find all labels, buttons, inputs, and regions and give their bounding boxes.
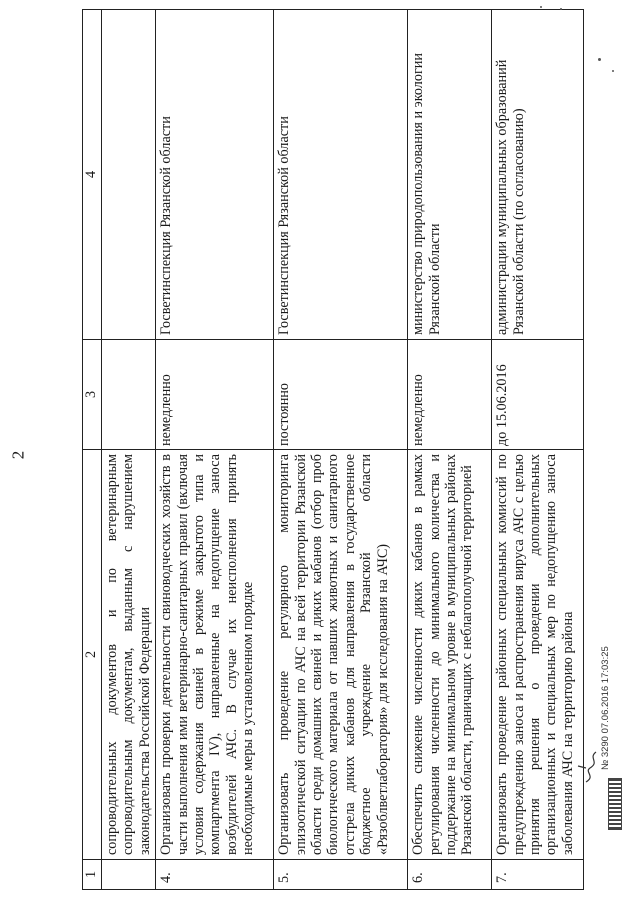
scan-speck: [612, 70, 614, 72]
document-table-frame: [82, 10, 582, 890]
row-deadline: немедленно: [408, 340, 492, 450]
row-task: Организовать проверки деятельности свиноводческих хозяйств в части выполнения ими ветеринарно-санитарных правил (включая условия содержания свиней в режиме закрытого типа и компартмента IV), направленные на недопущение заноса возбудителей АЧС. В случае их неисполнения принять необходимые меры в установленном порядке: [156, 450, 274, 860]
scan-speck: [598, 58, 601, 61]
row-number: 7.: [492, 860, 584, 890]
row-task: Обеспечить снижение численности диких кабанов в рамках регулирования численности до минимального количества и поддержание на минимальном уровне в муниципальных районах Рязанской области, граничащих с неблагополучной территорией: [408, 450, 492, 860]
row-task: сопроводительных документов и по ветеринарным сопроводительным документам, выданным с нарушением законодательства Российской Федерации: [102, 450, 156, 860]
row-responsible: министерство природопользования и экологии Рязанской области: [408, 10, 492, 340]
rotated-content: [82, 10, 582, 890]
table-row: [274, 10, 408, 890]
table-row: [156, 10, 274, 890]
row-responsible: [102, 10, 156, 340]
row-number: 4.: [156, 860, 274, 890]
scan-speck: [560, 8, 562, 10]
row-deadline: до 15.06.2016: [492, 340, 584, 450]
header-cell: 4: [83, 10, 102, 340]
header-cell: 1: [83, 860, 102, 890]
page-number: 2: [8, 450, 28, 460]
row-deadline: немедленно: [156, 340, 274, 450]
row-number: 5.: [274, 860, 408, 890]
row-deadline: [102, 340, 156, 450]
header-cell: 2: [83, 450, 102, 860]
row-task: Организовать проведение районных специальных комиссий по предупреждению заноса и распространения вируса АЧС с целью принятия решения о проведении дополнительных организационных и специальных мер по недопущению заноса заболевания АЧС на территорию района: [492, 450, 584, 860]
row-responsible: Госветинспекция Рязанской области: [274, 10, 408, 340]
scan-speck: [540, 6, 542, 8]
table-row: [102, 10, 156, 890]
row-task: Организовать проведение регулярного мониторинга эпизоотической ситуации по АЧС на всей территории Рязанской области среди домашних свиней и диких кабанов (отбор проб биологического материала от павших животных и санитарного отстрела диких кабанов для направления в государственное бюджетное учреждение Рязанской области «Рязоблветлаборатория» для исследования на АЧС): [274, 450, 408, 860]
header-cell: 3: [83, 340, 102, 450]
measures-table: [82, 9, 584, 890]
table-row: [408, 10, 492, 890]
table-header-row: [83, 10, 102, 890]
row-responsible: администрации муниципальных образований Рязанской области (по согласованию): [492, 10, 584, 340]
row-responsible: Госветинспекция Рязанской области: [156, 10, 274, 340]
row-number: [102, 860, 156, 890]
row-deadline: постоянно: [274, 340, 408, 450]
registry-stamp-icon: [608, 778, 622, 830]
row-number: 6.: [408, 860, 492, 890]
registration-stamp: № 3290 07.06.2016 17:03:25: [600, 646, 611, 770]
